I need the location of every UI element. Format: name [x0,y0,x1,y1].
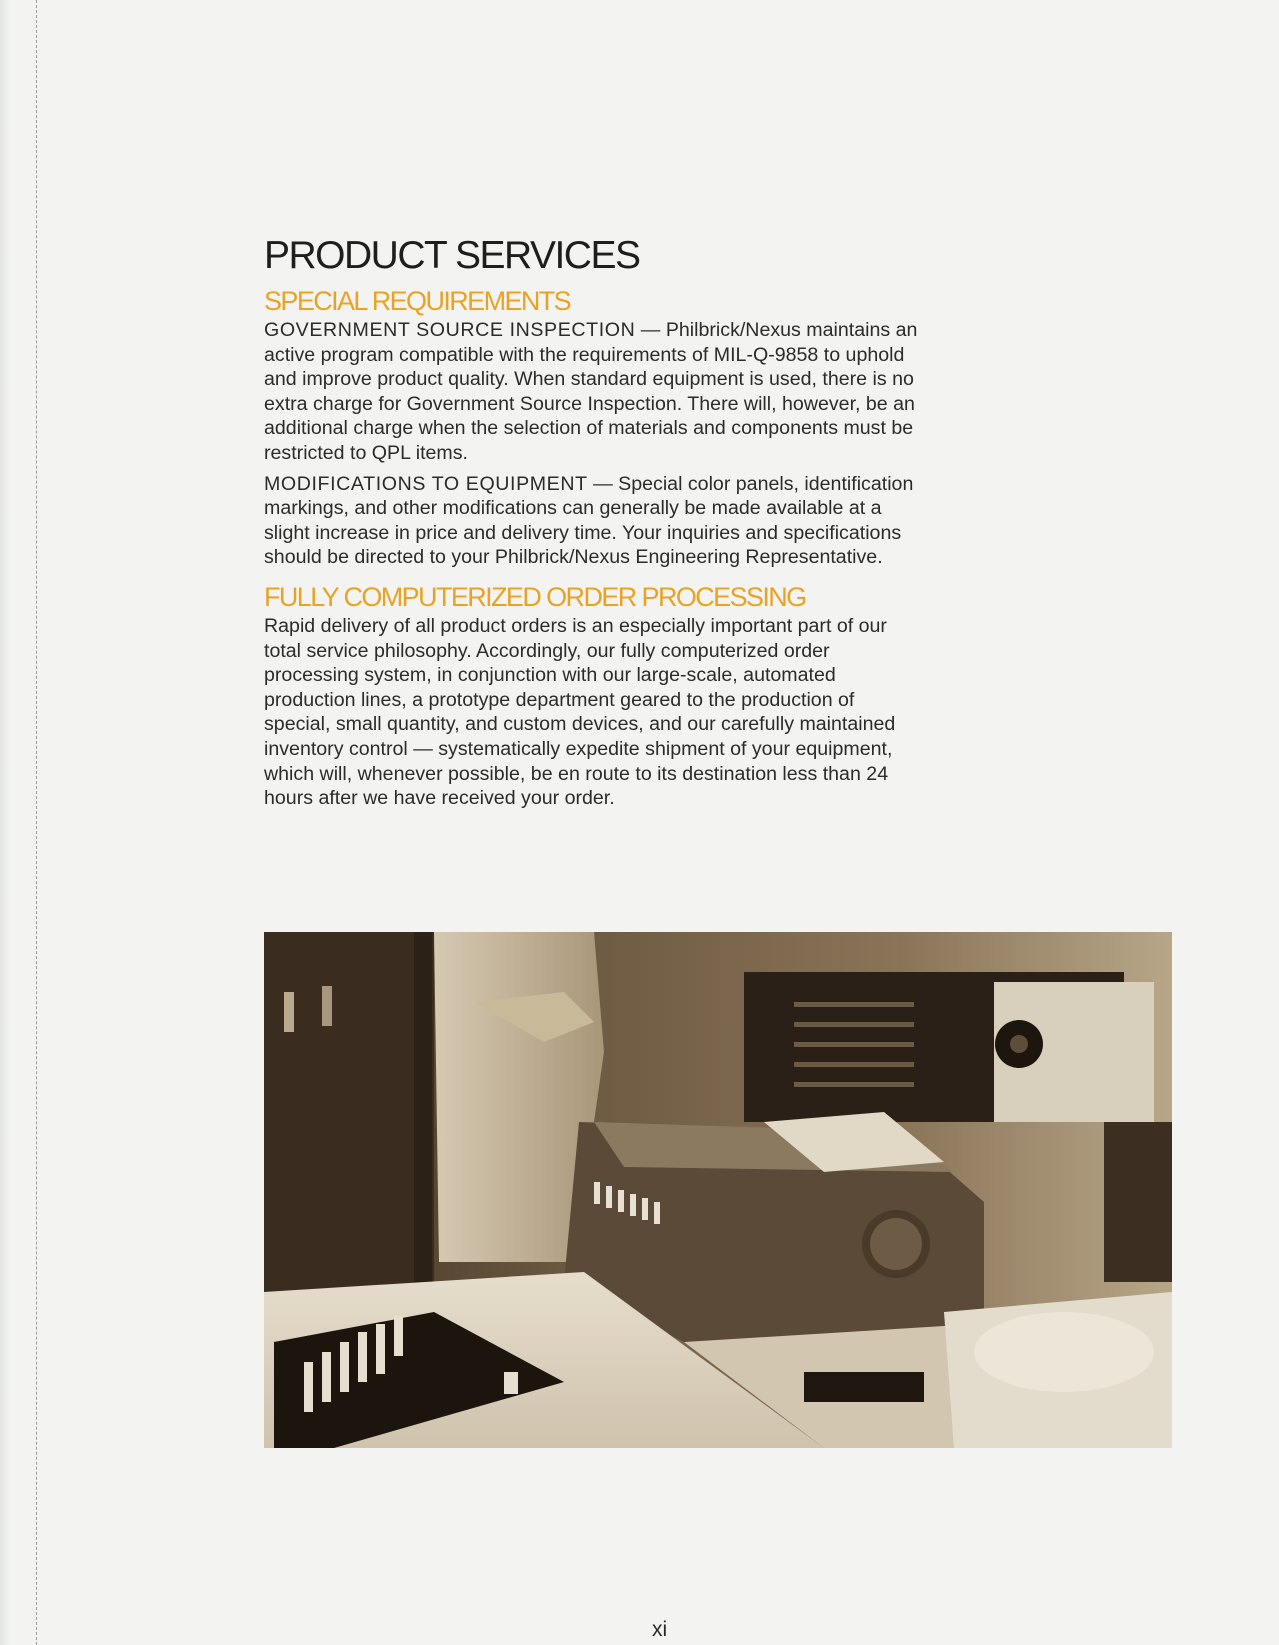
paragraph-lead: GOVERNMENT SOURCE INSPECTION [264,319,636,341]
page-number: xi [652,1618,668,1641]
paragraph-order-processing [264,614,924,811]
photo-illustration [264,932,1172,1448]
paragraph-text: — Special color panels, identification markings, and other modifications can generally be made available at a slight increase in price and delivery time. Your inquiries and specifications should be directed to your Philbrick/Nexus Engineering Representative. [264,472,914,569]
paragraph-modifications-to-equipment [264,472,924,570]
page-content [264,232,924,817]
paragraph-government-source-inspection [264,318,924,466]
section-heading-special-requirements: SPECIAL REQUIREMENTS [264,286,571,316]
binding-edge [36,0,37,1645]
paragraph-lead: MODIFICATIONS TO EQUIPMENT [264,472,588,495]
section-heading-order-processing: FULLY COMPUTERIZED ORDER PROCESSING [264,581,806,612]
paragraph-text: — Philbrick/Nexus maintains an active program compatible with the requirements of MIL-Q-9858 to uphold and improve product quality. When standard equipment is used, there is no extra charge for Government Source Inspection. There will, however, be an additional charge when the selection of materials and components must be restricted to QPL items. [264,319,918,464]
paragraph-text: Rapid delivery of all product orders is an especially important part of our total service philosophy. Accordingly, our fully computerized order processing system, in conjunction with our large-scale, automated production lines, a prototype department geared to the production of special, small quantity, and custom devices, and our carefully maintained inventory control — systematically expedite shipment of your equipment, which will, whenever possible, be en route to its destination less than 24 hours after we have received your order. [264,614,896,810]
binding-shade [0,0,10,1645]
page-title: PRODUCT SERVICES [264,234,640,277]
photo-computer-terminal [264,932,1172,1448]
